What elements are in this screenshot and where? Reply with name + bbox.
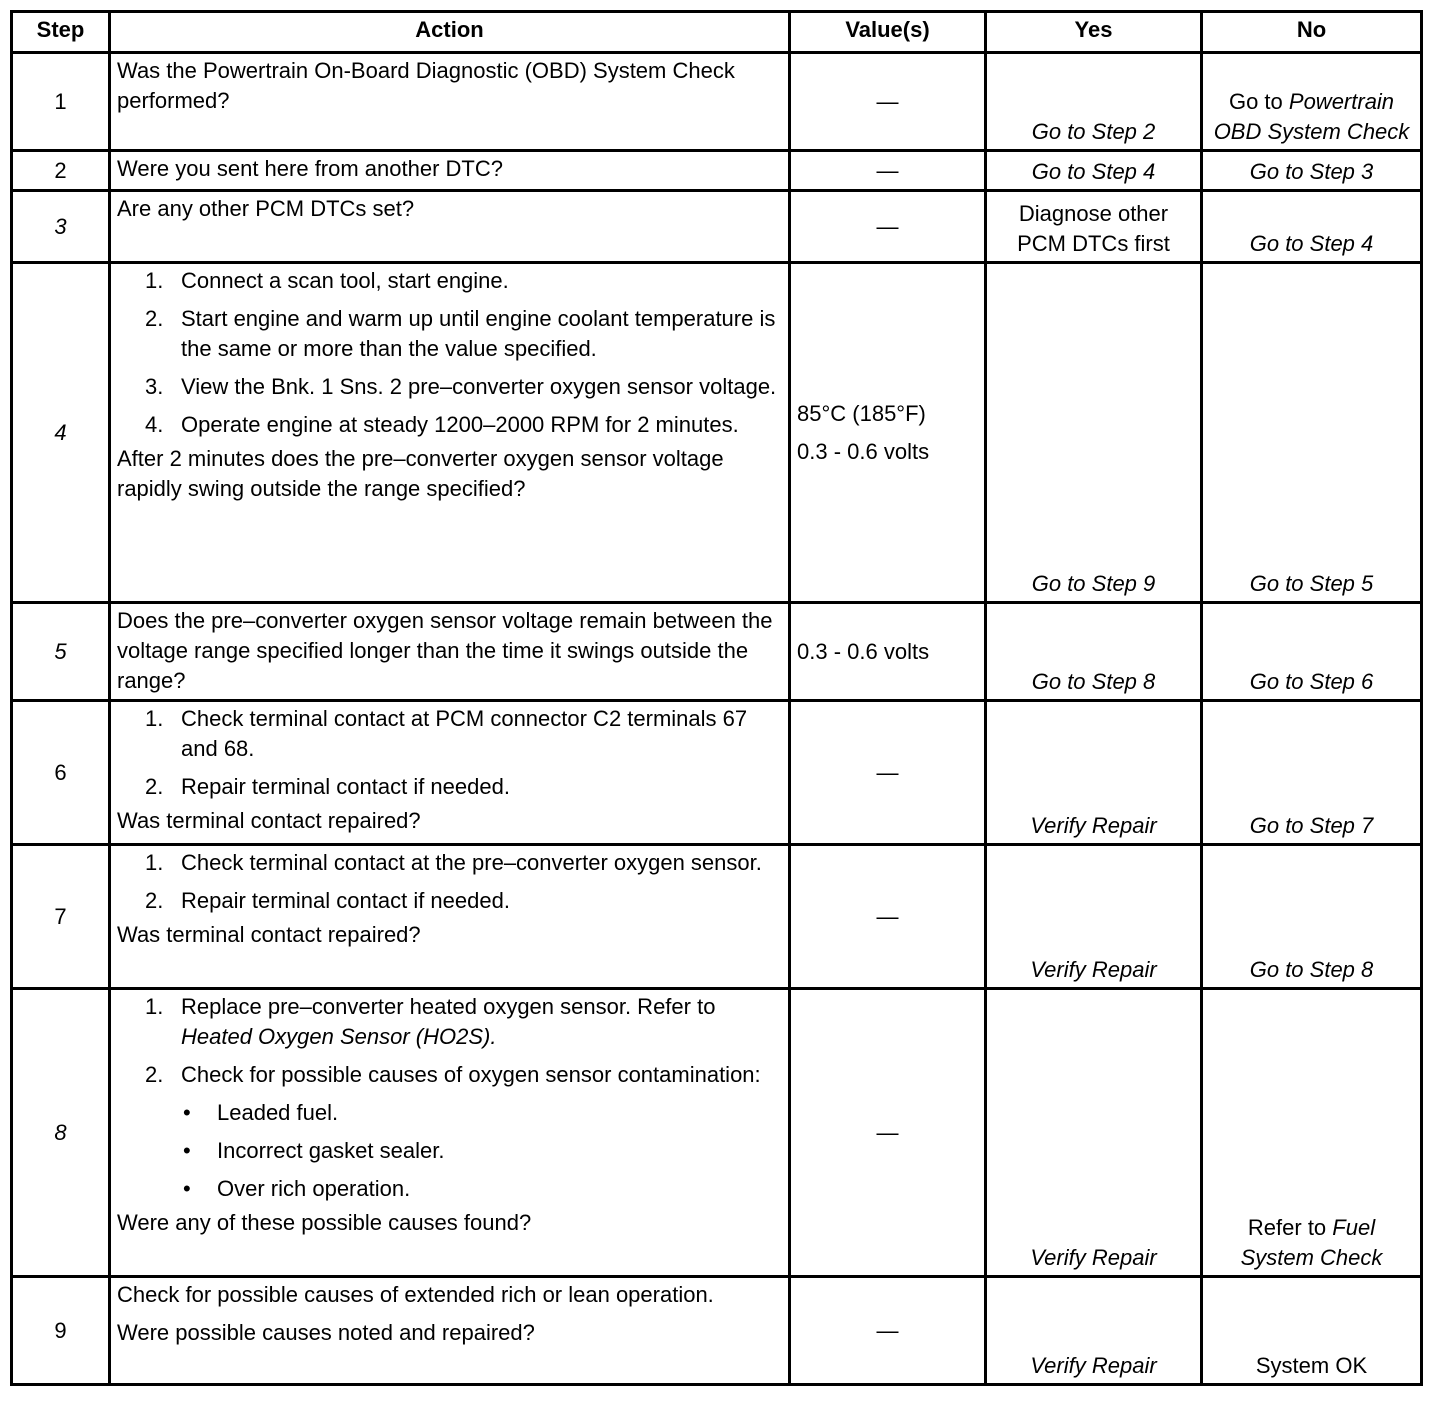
reference-link: Heated Oxygen Sensor (HO2S). [181, 1024, 497, 1049]
action-text: Check for possible causes of extended rich or lean operation. [117, 1282, 714, 1307]
diagnostic-table [10, 10, 1423, 1386]
action-cell [110, 845, 790, 989]
list-item [117, 704, 782, 764]
yes-action: Go to Step 4 [986, 151, 1202, 191]
step-number: 6 [12, 701, 110, 845]
action-question: Was terminal contact repaired? [117, 922, 421, 947]
list-text: Operate engine at steady 1200–2000 RPM for 2 minutes. [181, 412, 739, 437]
list-number: 2. [145, 888, 164, 913]
table-row [12, 603, 1422, 701]
list-number: 1. [145, 268, 164, 293]
no-action: Go to Step 5 [1202, 263, 1422, 603]
yes-action: Go to Step 8 [986, 603, 1202, 701]
list-item [117, 1060, 782, 1090]
list-item [117, 410, 782, 440]
header-yes: Yes [986, 12, 1202, 53]
yes-action: Go to Step 9 [986, 263, 1202, 603]
value-cell [790, 263, 986, 603]
list-text: Check terminal contact at the pre–converter oxygen sensor. [181, 850, 762, 875]
action-cell [110, 263, 790, 603]
action-question: Were possible causes noted and repaired? [117, 1320, 535, 1345]
list-text: Replace pre–converter heated oxygen sensor. Refer to [181, 994, 716, 1019]
step-number: 2 [12, 151, 110, 191]
no-prefix: Refer to [1247, 1215, 1327, 1240]
temperature-value: 85°C (185°F) [797, 400, 926, 426]
action-question: After 2 minutes does the pre–converter oxygen sensor voltage rapidly swing outside the range specified? [117, 446, 724, 501]
step-number: 4 [12, 263, 110, 603]
yes-action: Go to Step 2 [986, 53, 1202, 151]
table-row [12, 989, 1422, 1277]
table-row [12, 1277, 1422, 1385]
bullet-icon: • [183, 1138, 191, 1163]
list-text: Repair terminal contact if needed. [181, 774, 510, 799]
bullet-item [117, 1136, 782, 1166]
action-question: Was terminal contact repaired? [117, 808, 421, 833]
list-item [117, 372, 782, 402]
action-cell [110, 989, 790, 1277]
table-row [12, 845, 1422, 989]
step-number: 5 [12, 603, 110, 701]
yes-action: Verify Repair [986, 989, 1202, 1277]
list-item [117, 772, 782, 802]
list-text: Start engine and warm up until engine coolant temperature is the same or more than the value specified. [181, 306, 776, 361]
list-text: Check for possible causes of oxygen sensor contamination: [181, 1062, 761, 1087]
value-cell: — [790, 53, 986, 151]
table-row [12, 701, 1422, 845]
no-action: System OK [1202, 1277, 1422, 1385]
voltage-value: 0.3 - 0.6 volts [797, 438, 930, 464]
yes-action: Diagnose other PCM DTCs first [986, 191, 1202, 263]
action-text: Are any other PCM DTCs set? [110, 191, 790, 263]
no-action: Go to Step 8 [1202, 845, 1422, 989]
action-text: Was the Powertrain On-Board Diagnostic (OBD) System Check performed? [110, 53, 790, 151]
list-text: View the Bnk. 1 Sns. 2 pre–converter oxygen sensor voltage. [181, 374, 777, 399]
list-number: 2. [145, 1062, 164, 1087]
yes-action: Verify Repair [986, 845, 1202, 989]
list-item [117, 992, 782, 1052]
list-item [117, 886, 782, 916]
header-action: Action [110, 12, 790, 53]
list-item [117, 266, 782, 296]
no-action: Go to Step 3 [1202, 151, 1422, 191]
table-row [12, 53, 1422, 151]
bullet-text: Incorrect gasket sealer. [217, 1138, 445, 1163]
list-text: Repair terminal contact if needed. [181, 888, 510, 913]
value-cell: — [790, 191, 986, 263]
list-number: 2. [145, 306, 164, 331]
list-number: 1. [145, 706, 164, 731]
list-item [117, 848, 782, 878]
step-number: 9 [12, 1277, 110, 1385]
no-action [1202, 989, 1422, 1277]
no-link: Powertrain OBD System Check [1213, 89, 1410, 144]
action-text: Does the pre–converter oxygen sensor voltage remain between the voltage range specified longer than the time it swings outside the range? [110, 603, 790, 701]
no-action: Go to Step 7 [1202, 701, 1422, 845]
table-row [12, 191, 1422, 263]
step-number: 7 [12, 845, 110, 989]
value-cell: — [790, 845, 986, 989]
no-action [1202, 53, 1422, 151]
no-action: Go to Step 4 [1202, 191, 1422, 263]
no-action: Go to Step 6 [1202, 603, 1422, 701]
bullet-item [117, 1174, 782, 1204]
header-values: Value(s) [790, 12, 986, 53]
step-number: 3 [12, 191, 110, 263]
no-prefix: Go to [1228, 89, 1283, 114]
yes-action: Verify Repair [986, 1277, 1202, 1385]
value-cell: — [790, 989, 986, 1277]
list-number: 4. [145, 412, 164, 437]
bullet-icon: • [183, 1100, 191, 1125]
header-step: Step [12, 12, 110, 53]
list-number: 1. [145, 994, 164, 1019]
bullet-item [117, 1098, 782, 1128]
list-text: Check terminal contact at PCM connector C2 terminals 67 and 68. [181, 706, 748, 761]
no-link: Fuel System Check [1240, 1215, 1383, 1270]
value-cell: — [790, 1277, 986, 1385]
header-no: No [1202, 12, 1422, 53]
bullet-icon: • [183, 1176, 191, 1201]
list-number: 3. [145, 374, 164, 399]
step-number: 1 [12, 53, 110, 151]
yes-action: Verify Repair [986, 701, 1202, 845]
header-row [12, 12, 1422, 53]
value-cell: — [790, 701, 986, 845]
bullet-text: Leaded fuel. [217, 1100, 339, 1125]
bullet-text: Over rich operation. [217, 1176, 411, 1201]
table-row [12, 263, 1422, 603]
table-row [12, 151, 1422, 191]
list-number: 2. [145, 774, 164, 799]
action-text: Were you sent here from another DTC? [110, 151, 790, 191]
list-item [117, 304, 782, 364]
action-cell [110, 701, 790, 845]
action-question: Were any of these possible causes found? [117, 1210, 532, 1235]
action-cell [110, 1277, 790, 1385]
list-number: 1. [145, 850, 164, 875]
value-cell: — [790, 151, 986, 191]
list-text: Connect a scan tool, start engine. [181, 268, 509, 293]
value-cell: 0.3 - 0.6 volts [790, 603, 986, 701]
step-number: 8 [12, 989, 110, 1277]
